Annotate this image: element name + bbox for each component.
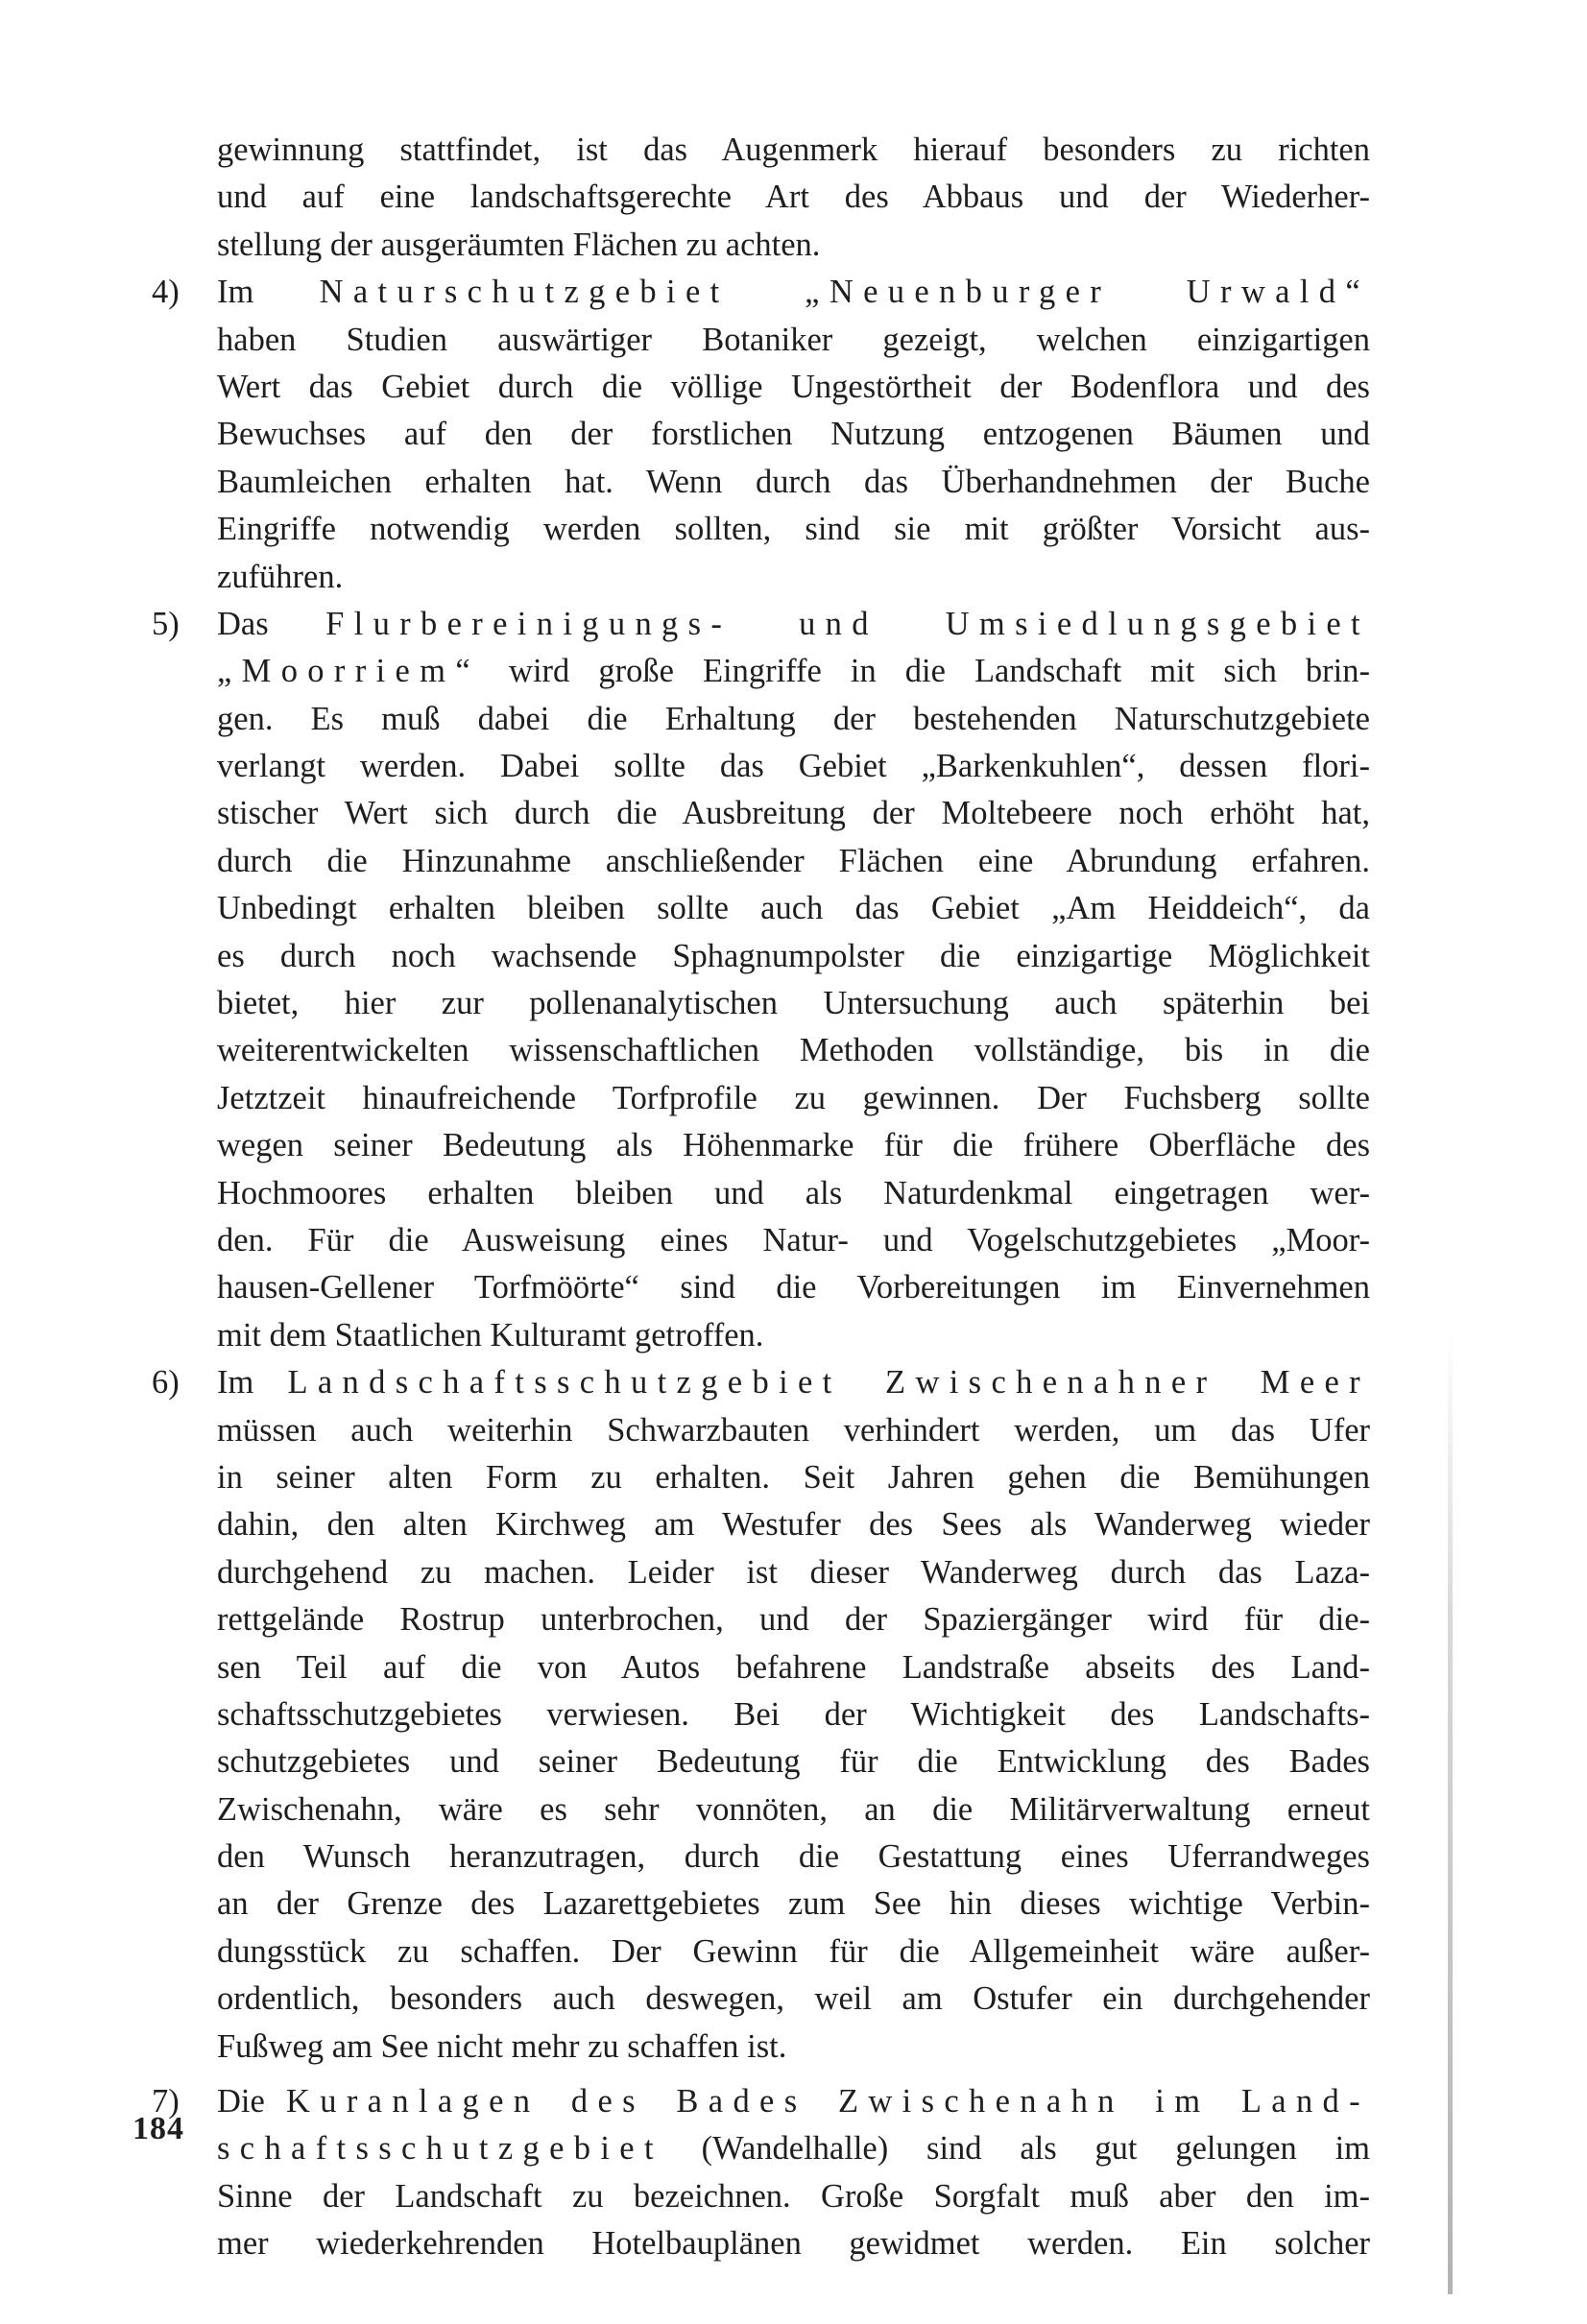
- text-line: durch die Hinzunahme anschließender Flächen eine Abrundung erfahren.: [217, 842, 1370, 879]
- text-line: haben Studien auswärtiger Botaniker gezeigt, welchen einzigartigen: [217, 321, 1370, 358]
- spaced-term: Flurbereinigungs- und Umsiedlungsgebiet: [325, 605, 1370, 642]
- text-line: Wert das Gebiet durch die völlige Ungestörtheit der Bodenflora und des: [217, 368, 1370, 405]
- text-line: durchgehend zu machen. Leider ist dieser Wanderweg durch das Laza-: [217, 1553, 1370, 1591]
- spaced-term: Kuranlagen des Bades Zwischenahn im Land-: [285, 2083, 1370, 2120]
- line-suffix: wird große Eingriffe in die Landschaft mit sich brin-: [480, 653, 1370, 690]
- spaced-term: Naturschutzgebiet „Neuenburger Urwald“: [319, 274, 1370, 311]
- text-line: ordentlich, besonders auch deswegen, weil am Ostufer ein durchgehender: [217, 1980, 1370, 2018]
- item-number: 7): [152, 2083, 180, 2120]
- text-line: Zwischenahn, wäre es sehr vonnöten, an die Militärverwaltung erneut: [217, 1790, 1370, 1828]
- text-line: dungsstück zu schaffen. Der Gewinn für die Allgemeinheit wäre außer-: [217, 1932, 1370, 1970]
- spaced-term: schaftsschutzgebiet: [217, 2130, 663, 2168]
- text-line: und auf eine landschaftsgerechte Art des Abbaus und der Wiederher-: [217, 179, 1370, 216]
- text-line: an der Grenze des Lazarettgebietes zum See hin dieses wichtige Verbin-: [217, 1885, 1370, 1923]
- text-line: gen. Es muß dabei die Erhaltung der bestehenden Naturschutzgebiete: [217, 700, 1370, 737]
- text-line: in seiner alten Form zu erhalten. Seit Jahren gehen die Bemühungen: [217, 1458, 1370, 1496]
- text-line: schaftsschutzgebietes verwiesen. Bei der Wichtigkeit des Landschafts-: [217, 1695, 1370, 1733]
- line-prefix: Die: [217, 2083, 286, 2120]
- scan-edge-shadow: [1448, 1325, 1453, 2294]
- line-prefix: Im: [217, 1364, 288, 1402]
- spaced-term: Landschaftsschutzgebiet Zwischenahner Meer: [287, 1364, 1370, 1402]
- text-line: sen Teil auf die von Autos befahrene Landstraße abseits des Land-: [217, 1648, 1370, 1686]
- list-item-4: [152, 269, 1370, 601]
- item-number: 5): [152, 605, 180, 642]
- text-line: gewinnung stattfindet, ist das Augenmerk hierauf besonders zu richten: [217, 132, 1370, 168]
- page-number: 184: [132, 2111, 184, 2146]
- text-line: [217, 2078, 1370, 2125]
- list-item-6: [152, 1359, 1370, 2071]
- intro-paragraph: [217, 127, 1370, 269]
- text-line: [217, 648, 1370, 695]
- text-line: mit dem Staatlichen Kulturamt getroffen.: [217, 1316, 764, 1354]
- text-line: hausen-Gellener Torfmöörte“ sind die Vorbereitungen im Einvernehmen: [217, 1269, 1370, 1306]
- text-line: den Wunsch heranzutragen, durch die Gestattung eines Uferrandweges: [217, 1838, 1370, 1876]
- text-line: Hochmoores erhalten bleiben und als Naturdenkmal eingetragen wer-: [217, 1174, 1370, 1211]
- text-line: Sinne der Landschaft zu bezeichnen. Große Sorgfalt muß aber den im-: [217, 2177, 1370, 2215]
- line-prefix: Das: [217, 605, 326, 642]
- text-line: stischer Wert sich durch die Ausbreitung der Moltebeere noch erhöht hat,: [217, 795, 1370, 832]
- text-line: Baumleichen erhalten hat. Wenn durch das Überhandnehmen der Buche: [217, 463, 1370, 500]
- text-line: Eingriffe notwendig werden sollten, sind sie mit größter Vorsicht aus-: [217, 511, 1370, 548]
- text-line: dahin, den alten Kirchweg am Westufer des Sees als Wanderweg wieder: [217, 1506, 1370, 1544]
- spaced-term: „Moorriem“: [217, 653, 481, 690]
- text-line: weiterentwickelten wissenschaftlichen Methoden vollständige, bis in die: [217, 1032, 1370, 1069]
- text-line: [217, 1359, 1370, 1406]
- text-line: mer wiederkehrenden Hotelbauplänen gewidmet werden. Ein solcher: [217, 2225, 1370, 2263]
- text-line: schutzgebietes und seiner Bedeutung für die Entwicklung des Bades: [217, 1743, 1370, 1781]
- text-line: wegen seiner Bedeutung als Höhenmarke für die frühere Oberfläche des: [217, 1127, 1370, 1164]
- text-line: [217, 2125, 1370, 2172]
- text-line: verlangt werden. Dabei sollte das Gebiet „Barkenkuhlen“, dessen flori-: [217, 748, 1370, 785]
- text-line: [217, 601, 1370, 648]
- text-line: es durch noch wachsende Sphagnumpolster die einzigartige Möglichkeit: [217, 937, 1370, 974]
- text-line: zuführen.: [217, 558, 344, 595]
- text-line: Jetztzeit hinaufreichende Torfprofile zu gewinnen. Der Fuchsberg sollte: [217, 1079, 1370, 1116]
- text-line: bietet, hier zur pollenanalytischen Untersuchung auch späterhin bei: [217, 985, 1370, 1022]
- item-number: 6): [152, 1364, 180, 1402]
- text-line: Fußweg am See nicht mehr zu schaffen ist.: [217, 2027, 787, 2065]
- text-line: rettgelände Rostrup unterbrochen, und der Spaziergänger wird für die-: [217, 1601, 1370, 1639]
- text-line: stellung der ausgeräumten Flächen zu achten.: [217, 226, 821, 263]
- line-suffix: (Wandelhalle) sind als gut gelungen im: [662, 2130, 1370, 2168]
- text-line: müssen auch weiterhin Schwarzbauten verhindert werden, um das Ufer: [217, 1411, 1370, 1449]
- text-line: [217, 269, 1370, 316]
- list-item-5: [152, 601, 1370, 1359]
- text-line: Unbedingt erhalten bleiben sollte auch das Gebiet „Am Heiddeich“, da: [217, 890, 1370, 927]
- text-line: Bewuchses auf den der forstlichen Nutzung entzogenen Bäumen und: [217, 416, 1370, 453]
- line-prefix: Im: [217, 274, 320, 311]
- text-line: den. Für die Ausweisung eines Natur- und Vogelschutzgebietes „Moor-: [217, 1221, 1370, 1258]
- item-number: 4): [152, 274, 180, 311]
